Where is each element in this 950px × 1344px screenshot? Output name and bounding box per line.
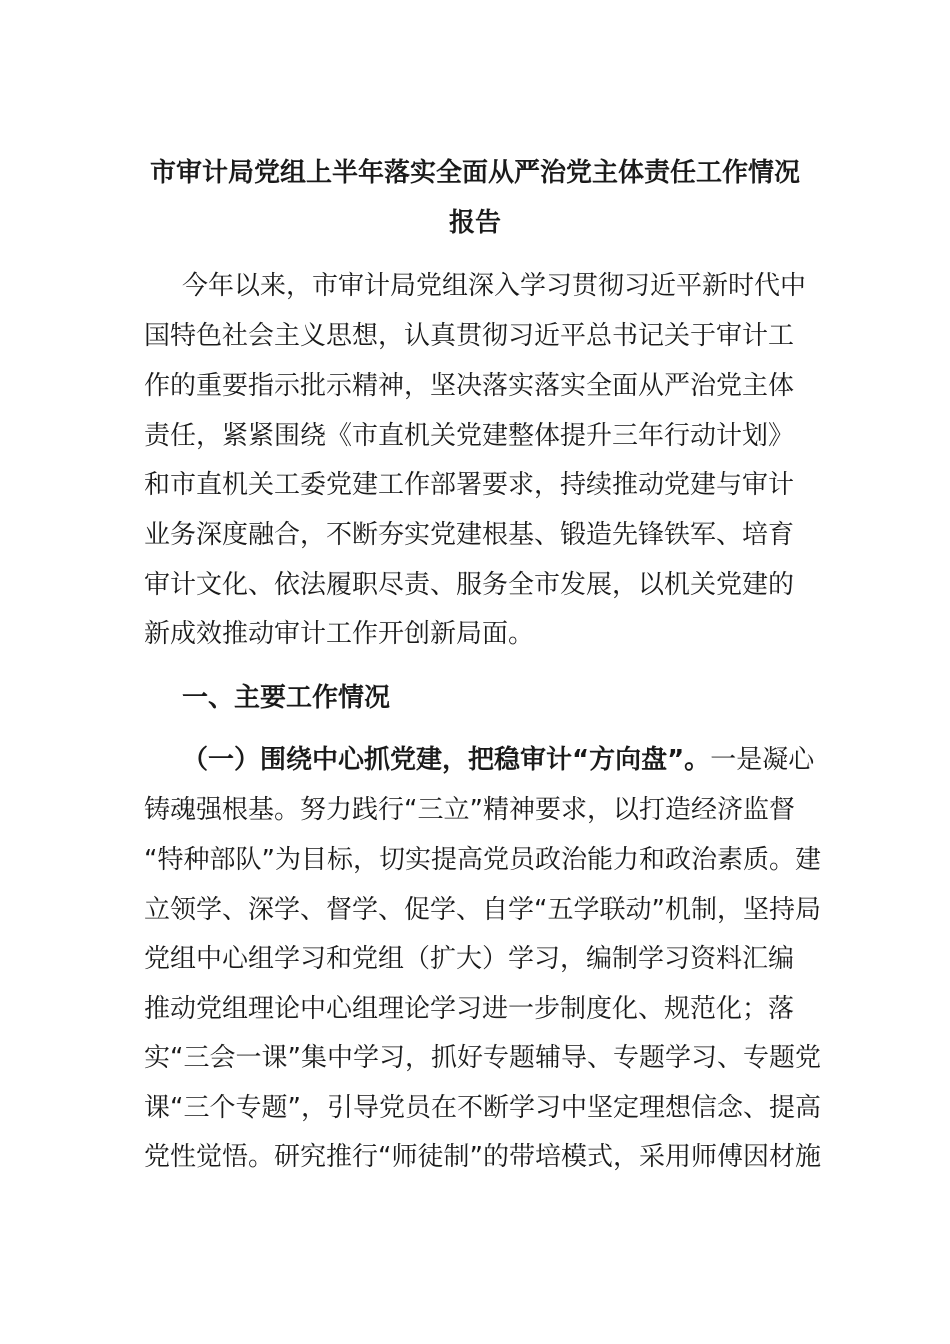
body-line: 实“三会一课”集中学习，抓好专题辅导、专题学习、专题党 [144,1043,821,1073]
intro-line: 作的重要指示批示精神，坚决落实落实全面从严治党主体 [144,371,795,401]
intro-line: 业务深度融合，不断夯实党建根基、锻造先锋铁军、培育 [144,520,795,550]
subsection-lead-rest: 一是凝心 [710,745,815,775]
subsection-lead-line [182,745,815,775]
body-line: 课“三个专题”，引导党员在不断学习中坚定理想信念、提高 [144,1093,821,1123]
body-line: 推动党组理论中心组理论学习进一步制度化、规范化；落 [144,994,795,1024]
document-title-line-1: 市审计局党组上半年落实全面从严治党主体责任工作情况 [149,158,800,188]
section-heading: 一、主要工作情况 [182,683,391,713]
body-line: 立领学、深学、督学、促学、自学“五学联动”机制，坚持局 [144,895,821,925]
document-title-line-2: 报告 [448,208,501,238]
subsection-bold-lead: （一）围绕中心抓党建，把稳审计“方向盘”。 [182,745,711,775]
body-line: 党组中心组学习和党组（扩大）学习，编制学习资料汇编 [144,944,795,974]
intro-line: 今年以来，市审计局党组深入学习贯彻习近平新时代中 [182,271,807,301]
intro-line: 新成效推动审计工作开创新局面。 [144,619,535,649]
body-line: 党性觉悟。研究推行“师徒制”的带培模式，采用师傅因材施 [144,1142,821,1172]
body-line: 铸魂强根基。努力践行“三立”精神要求，以打造经济监督 [144,795,795,825]
intro-line: 和市直机关工委党建工作部署要求，持续推动党建与审计 [144,470,795,500]
intro-line: 国特色社会主义思想，认真贯彻习近平总书记关于审计工 [144,321,795,351]
intro-line: 审计文化、依法履职尽责、服务全市发展，以机关党建的 [144,570,795,600]
intro-line: 责任，紧紧围绕《市直机关党建整体提升三年行动计划》 [144,421,795,451]
body-line: “特种部队”为目标，切实提高党员政治能力和政治素质。建 [144,845,821,875]
